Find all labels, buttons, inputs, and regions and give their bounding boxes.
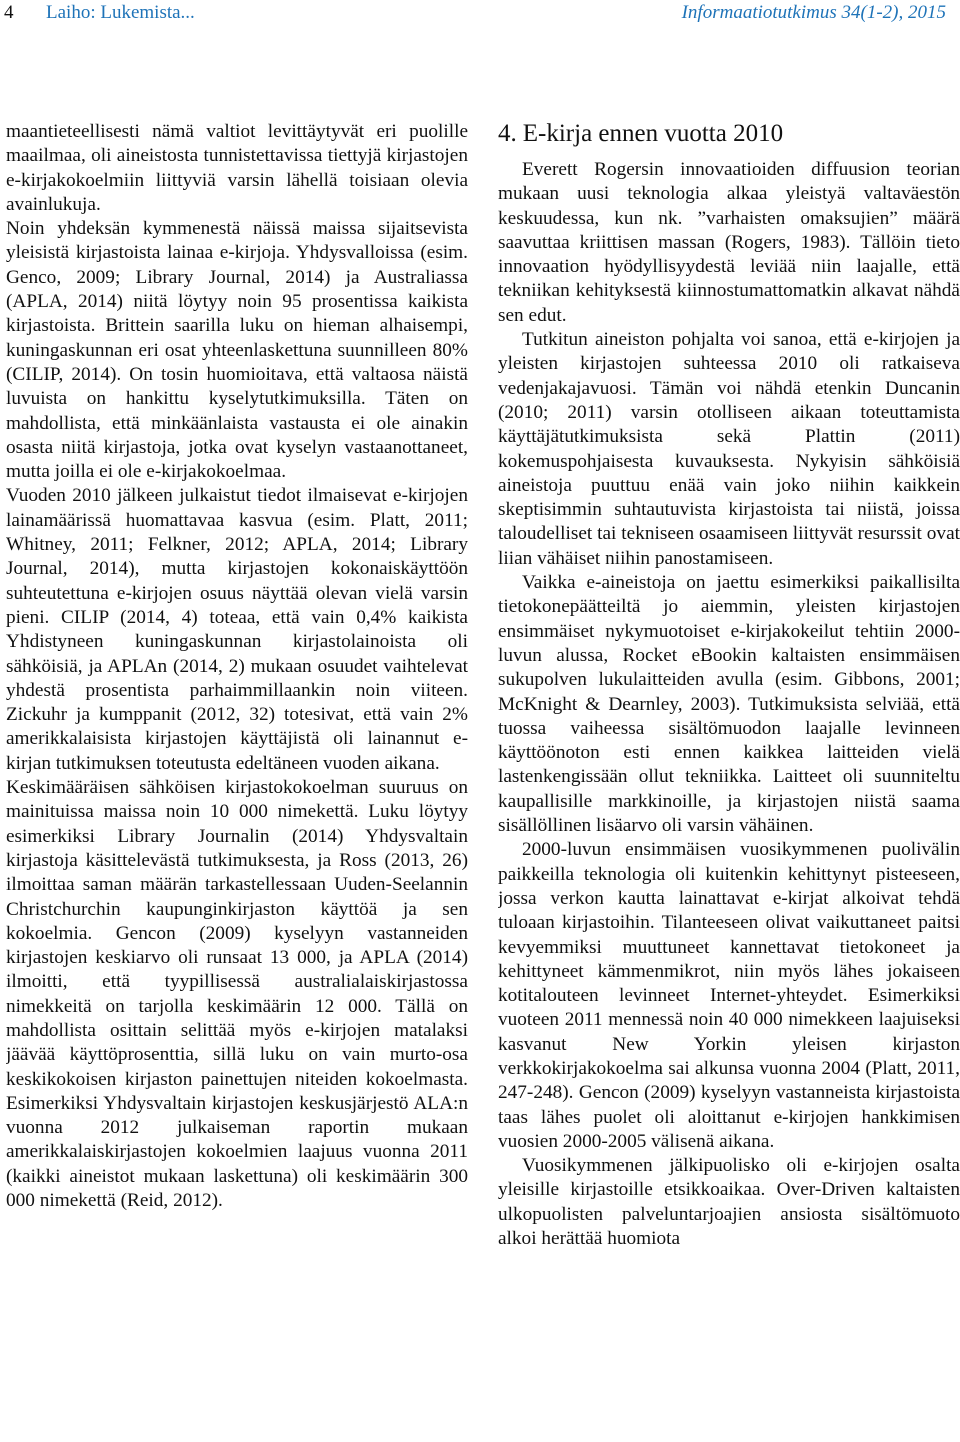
left-column: [6, 120, 468, 1436]
running-title-left: Laiho: Lukemista...: [46, 2, 195, 23]
paragraph: Vuosikymmenen jälkipuolisko oli e-kirjojen osalta yleisille kirjastoille etsikkoaikaa. Over-Driven kaltaisten ulkopuolisten palveluntarjoajien ansiosta sisältömuoto alkoi herättää huomiota: [498, 1155, 960, 1250]
section-number: 4.: [498, 120, 517, 147]
running-header: [0, 0, 960, 30]
paragraph: Vuoden 2010 jälkeen julkaistut tiedot ilmaisevat e-kirjojen lainamäärissä huomattavaa kasvua (esim. Platt, 2011; Whitney, 2011; Felkner, 2012; APLA, 2014; Library Journal, 2014), mutta kirjastojen kokonaiskäyttöön suhteutettuna e-kirjojen osuus näyttää olevan vielä varsin pieni. CILIP (2014, 4) toteaa, että vain 0,4% kaikista Yhdistyneen kuningaskunnan kirjastolainoista oli sähköisiä, ja APLAn (2014, 2) mukaan osuudet vaihtelevat yhdestä prosentista parhaimmillaankin noin viiteen. Zickuhr ja kumppanit (2012, 32) totesivat, että vain 2% amerikkalaisista kirjastojen käyttäjistä oli lainannut e-kirjan tutkimuksen toteutusta edeltäneen vuoden aikana.: [6, 485, 468, 774]
paragraph: Keskimääräisen sähköisen kirjastokokoelman suuruus on mainituissa maissa noin 10 000 nimekettä. Luku löytyy esimerkiksi Library Journalin (2014) Yhdysvaltain kirjastoja käsittelevästä tutkimuksesta, ja Ross (2013, 26) ilmoittaa saman määrän tarkastellessaan Uuden-Seelannin Christchurchin kaupunginkirjaston käyttöä ja sen kokoelmia. Gencon (2009) kyselyyn vastanneiden kirjastojen keskiarvo oli runsaat 13 000, ja APLA (2014) ilmoitti, että tyypillisessä australialaiskirjastossa nimekkeitä on tarjolla keskimäärin 12 000. Tällä on mahdollista osittain selittää myös e-kirjojen matalaksi jäävää käyttöprosenttia, sillä luku on vain murto-osa keskikokoisen kirjaston painettujen niteiden kokoelmasta. Esimerkiksi Yhdysvaltain kirjastojen keskusjärjestö ALA:n vuonna 2012 julkaiseman raportin mukaan amerikkalaiskirjastojen kokoelmien laajuus vuonna 2011 (kaikki aineistot mukaan laskettuna) oli keskimäärin 300 000 nimekettä (Reid, 2012).: [6, 777, 468, 1212]
paragraph: Noin yhdeksän kymmenestä näissä maissa sijaitsevista yleisistä kirjastoista lainaa e-kirjoja. Yhdysvalloissa (esim. Genco, 2009; Library Journal, 2014) ja Australiassa (APLA, 2014) niitä löytyy noin 95 prosentissa kaikista kirjastoista. Brittein saarilla luku on hieman alhaisempi, kuningaskunnan eri osat yhteenlaskettuna suunnilleen 80% (CILIP, 2014). On tosin huomioitava, että valtaosa näistä luvuista on hankittu kyselytutkimuksilla. Täten on mahdollista, että minkäänlaista vastausta ei ole ainakin osasta niitä kirjastoja, jotka ovat kyselyn vastaanottaneet, mutta joilla ei ole e-kirjakokoelmaa.: [6, 218, 468, 483]
section-heading: [498, 120, 960, 148]
paragraph: Everett Rogersin innovaatioiden diffuusion teorian mukaan uusi teknologia alkaa yleistyä valtaväestön keskuudessa, kun nk. ”varhaisten omaksujien” määrä saavuttaa kriittisen massan (Rogers, 1983). Tällöin tieto innovaation hyödyllisyydestä leviää niin laajalle, että tekniikan kehityksestä kiinnostumattomatkin alkavat nähdä sen edut.: [498, 159, 960, 326]
section-title: E-kirja ennen vuotta 2010: [522, 120, 784, 147]
right-column: [498, 120, 960, 1436]
paragraph: maantieteellisesti nämä valtiot levittäytyvät eri puolille maailmaa, oli aineistosta tunnistettavissa tiettyjä kirjastojen e-kirjakokoelmiin liittyviä varsin lähellä toisiaan olevia avainlukuja.: [6, 121, 468, 215]
page-number: 4: [4, 2, 14, 23]
paragraph: Vaikka e-aineistoja on jaettu esimerkiksi paikallisilta tietokonepäätteiltä jo aiemmin, yleisten kirjastojen ensimmäiset nykymuotoiset e-kirjakokeilut tehtiin 2000-luvun alussa, Rocket eBookin kaltaisten ensimmäisen sukupolven lukulaitteiden avulla (esim. Gibbons, 2001; McKnight & Dearnley, 2003). Tutkimuksista selviää, että tuossa vaiheessa sisältömuodon laajalle levinneen käyttöönoton esti ennen kaikkea laitteiden vielä lastenkengissään ollut tekniikka. Laitteet oli suunniteltu kaupallisille markkinoille, ja kirjastojen niistä saama sisällöllinen lisäarvo oli varsin vähäinen.: [498, 572, 960, 837]
running-title-right: Informaatiotutkimus 34(1-2), 2015: [681, 2, 946, 23]
paragraph: Tutkitun aineiston pohjalta voi sanoa, että e-kirjojen ja yleisten kirjastojen suhteessa 2010 oli ratkaiseva vedenjakajavuosi. Tämän voi nähdä etenkin Duncanin (2010; 2011) varsin otolliseen aikaan toteuttamista käyttäjätutkimuksista sekä Plattin (2011) kokemuspohjaisesta kuvauksesta. Nykyisin sähköisiä aineistoja puuttuu enää vain joko niihin kaikkein skeptisimmin suhtautuvista kirjastoista tai niistä, joissa taloudelliset tai tekniseen osaamiseen liittyvät resurssit ovat liian vähäiset niihin panostamiseen.: [498, 329, 960, 569]
paragraph: 2000-luvun ensimmäisen vuosikymmenen puolivälin paikkeilla teknologia oli kuitenkin kehittynyt pisteeseen, jossa verkon kautta lainattavat e-kirjat alkoivat tehdä tuloaan kirjastoihin. Tilanteeseen olivat vaikuttaneet paitsi kevyemmiksi muuttuneet kannettavat tietokoneet ja kehittyneet kämmenmikrot, niin myös lähes jokaiseen kotitalouteen levinneet Internet-yhteydet. Esimerkiksi vuoteen 2011 mennessä noin 40 000 nimekkeen laajuiseksi kasvanut New Yorkin yleisen kirjaston verkkokirjakokoelma sai alkunsa vuonna 2004 (Platt, 2011, 247-248). Gencon (2009) kyselyyn vastanneista kirjastoista taas lähes puolet oli aloittanut e-kirjojen hankkimisen vuosien 2000-2005 välisenä aikana.: [498, 839, 960, 1152]
